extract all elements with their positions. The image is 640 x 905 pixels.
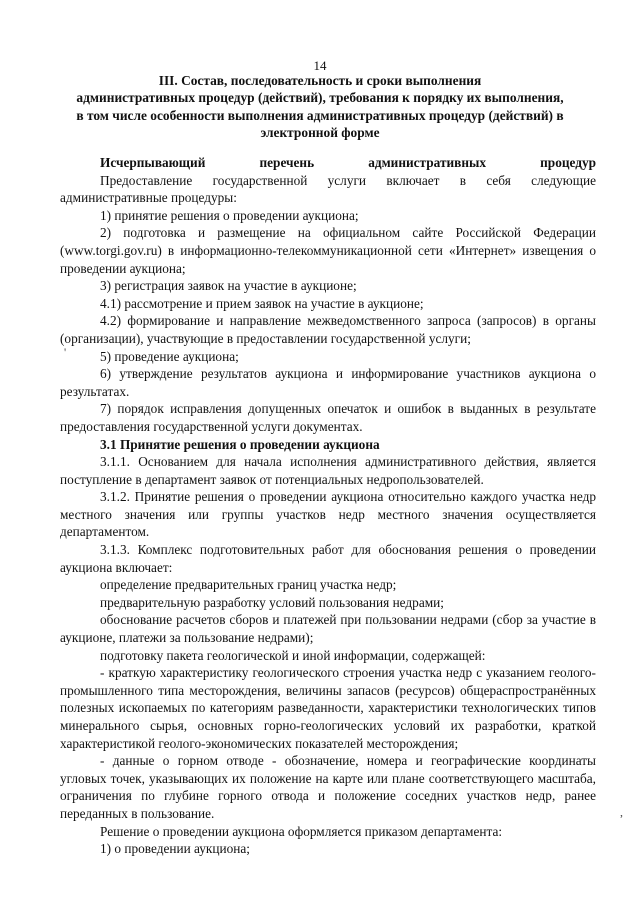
intro-paragraph: Предоставление государственной услуги включает в себя следующие административные процедуры: [60, 172, 596, 206]
heading-line: электронной форме [260, 125, 380, 141]
procedure-item: 4.2) формирование и направление межведомственного запроса (запросов) в органы (организации), участвующие в предоставлении государственной услуги; [60, 313, 596, 346]
decision-item: 1) о проведении аукциона; [100, 841, 250, 857]
works-item: предварительную разработку условий пользования недрами; [100, 594, 444, 610]
subsection-title: 3.1 Принятие решения о проведении аукциона [100, 436, 380, 452]
paragraph-3-1-3: 3.1.3. Комплекс подготовительных работ для обоснования решения о проведении аукциона включает: [60, 542, 596, 575]
decision-paragraph: Решение о проведении аукциона оформляется приказом департамента: [100, 823, 503, 839]
procedure-item: 1) принятие решения о проведении аукциона; [100, 207, 359, 223]
works-item: подготовку пакета геологической и иной информации, содержащей: [100, 647, 486, 663]
scan-speck: ' [64, 345, 67, 359]
paragraph-3-1-1: 3.1.1. Основанием для начала исполнения административного действия, является поступление в департамент заявок от потенциальных недропользователей. [60, 454, 596, 487]
info-item: - данные о горном отводе - обозначение, номера и географические координаты угловых точек, указывающих их положение на карте или плане соответствующего масштаба, ограничения по глубине горного отвода и положение соседних участков недр, ранее переданных в пользование. [60, 753, 596, 821]
works-item: обоснование расчетов сборов и платежей при пользовании недрами (сбор за участие в аукционе, платежи за пользование недрами); [60, 612, 596, 646]
scan-speck: , [620, 805, 623, 819]
procedure-item: 7) порядок исправления допущенных опечаток и ошибок в выданных в результате предоставления государственной услуги документах. [60, 401, 596, 434]
section-heading [40, 72, 600, 142]
list-title: Исчерпывающий перечень административных процедур [100, 155, 596, 170]
heading-line: административных процедур (действий), требования к порядку их выполнения, [76, 90, 564, 106]
procedure-item: 2) подготовка и размещение на официальном сайте Российской Федерации (www.torgi.gov.ru) в информационно-телекоммуникационной сети «Интернет» извещения о проведении аукциона; [60, 225, 596, 276]
heading-line: III. Состав, последовательность и сроки выполнения [158, 73, 482, 88]
heading-line: в том числе особенности выполнения административных процедур (действий) в [76, 107, 564, 123]
paragraph-3-1-2: 3.1.2. Принятие решения о проведении аукциона относительно каждого участка недр местного значения или группы участков недр местного значения осуществляется департаментом. [60, 489, 596, 540]
procedure-item: 4.1) рассмотрение и прием заявок на участие в аукционе; [100, 295, 424, 311]
procedure-item: 5) проведение аукциона; [100, 348, 239, 364]
page-number: 14 [313, 58, 327, 73]
works-item: определение предварительных границ участка недр; [100, 577, 397, 593]
document-body [60, 154, 596, 858]
procedure-item: 3) регистрация заявок на участие в аукционе; [100, 278, 357, 294]
procedure-item: 6) утверждение результатов аукциона и информирование участников аукциона о результатах. [60, 366, 596, 399]
info-item: - краткую характеристику геологического строения участка недр с указанием геолого-промышленного типа месторождения, величины запасов (ресурсов) общераспространённых полезных ископаемых по категориям разведанности, характеристики технологических типов минерального сырья, основных горно-геологических условий их разработки, краткой характеристикой геолого-экономических показателей месторождения; [60, 665, 596, 751]
